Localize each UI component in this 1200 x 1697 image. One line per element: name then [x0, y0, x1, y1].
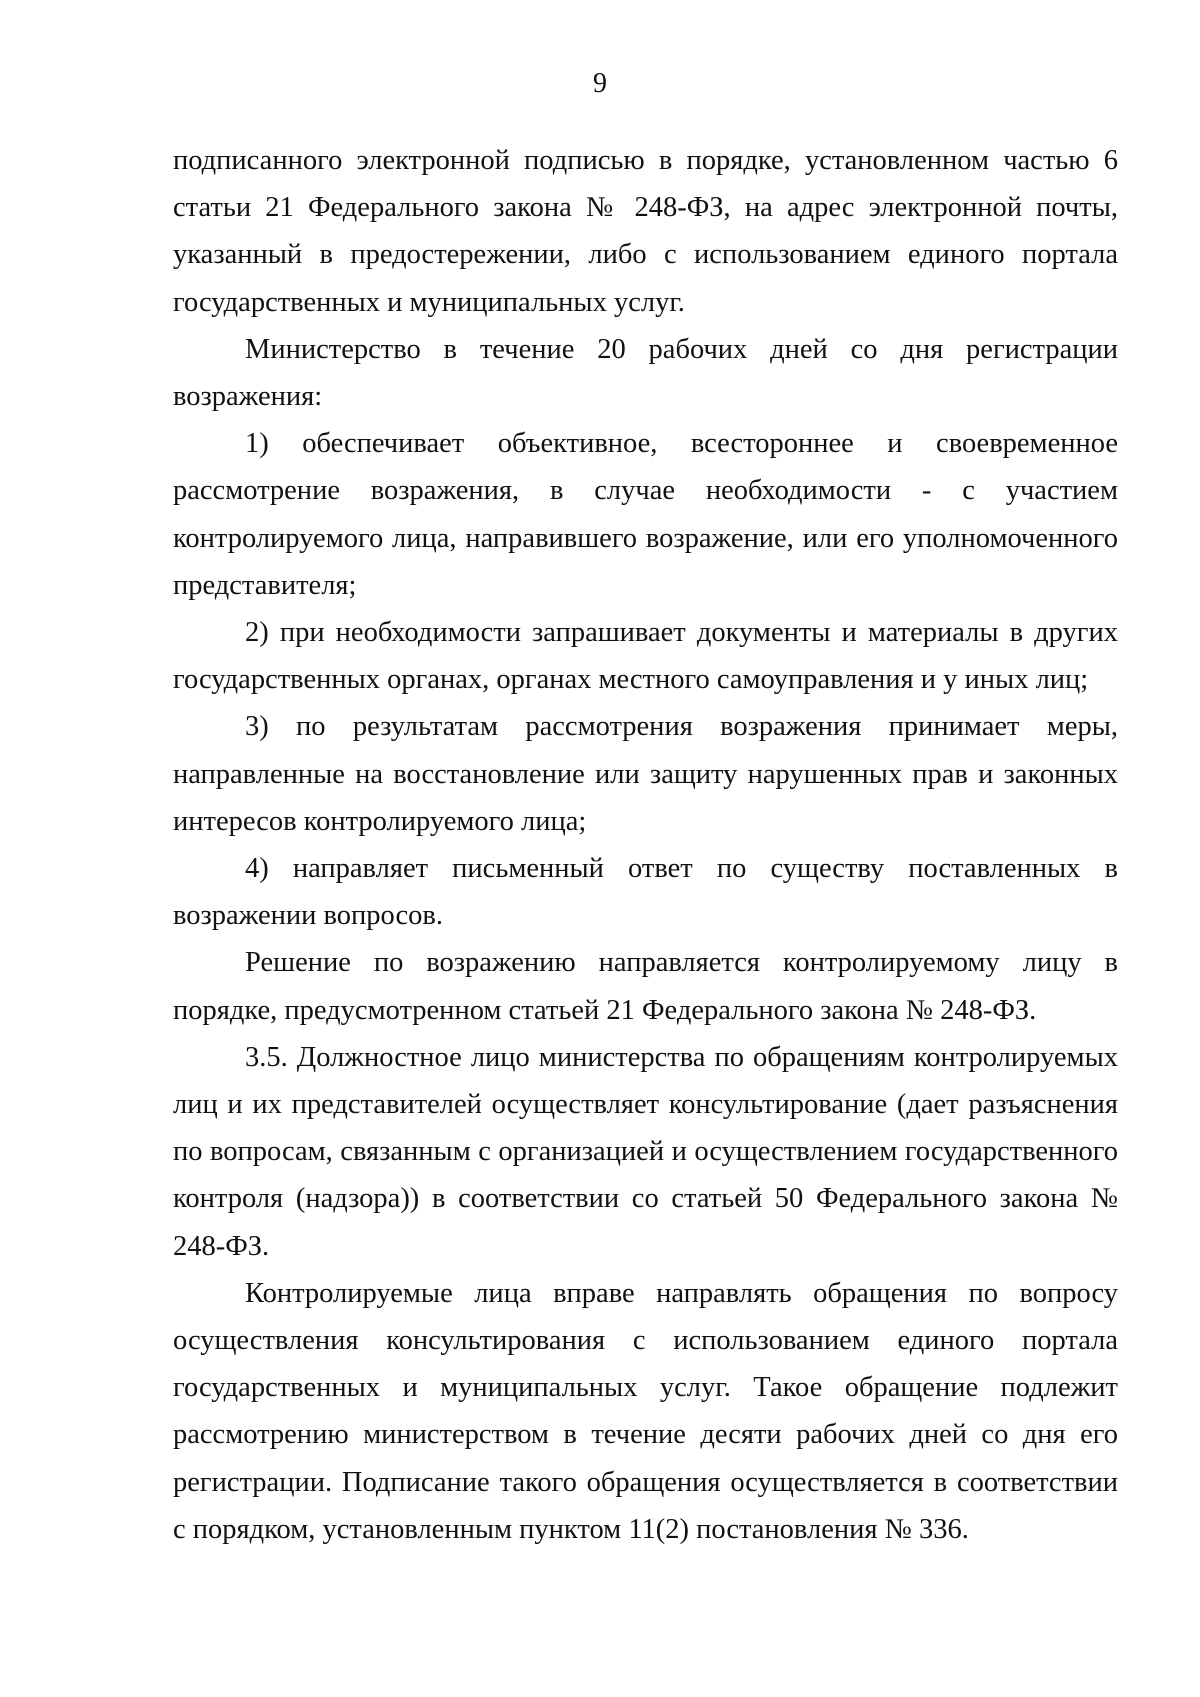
paragraph-5: 3) по результатам рассмотрения возражения принимает меры, направленные на восстановление или защиту нарушенных прав и законных интересов контролируемого лица; [173, 711, 1118, 837]
page-number: 9 [593, 68, 607, 99]
paragraph-4: 2) при необходимости запрашивает документы и материалы в других государственных органах, органах местного самоуправления и у иных лиц; [173, 617, 1118, 696]
document-body [173, 137, 1118, 1553]
paragraph-3: 1) обеспечивает объективное, всестороннее и своевременное рассмотрение возражения, в случае необходимости - с участием контролируемого лица, направившего возражение, или его уполномоченного представителя; [173, 428, 1118, 601]
paragraph-2: Министерство в течение 20 рабочих дней со дня регистрации возражения: [173, 333, 1118, 413]
paragraph-9: Контролируемые лица вправе направлять обращения по вопросу осуществления консультирования с использованием единого портала государственных и муниципальных услуг. Такое обращение подлежит рассмотрению министерством в течение десяти рабочих дней со дня его регистрации. Подписание такого обращения осуществляется в соответствии с порядком, установленным пунктом 11(2) постановления № 336. [173, 1277, 1118, 1545]
paragraph-8: 3.5. Должностное лицо министерства по обращениям контролируемых лиц и их представителей осуществляет консультирование (дает разъяснения по вопросам, связанным с организацией и осуществлением государственного контроля (надзора)) в соответствии со статьей 50 Федерального закона № 248-ФЗ. [173, 1041, 1118, 1262]
paragraph-6: 4) направляет письменный ответ по существу поставленных в возражении вопросов. [173, 853, 1118, 932]
paragraph-7: Решение по возражению направляется контролируемому лицу в порядке, предусмотренном статьей 21 Федерального закона № 248-ФЗ. [173, 947, 1118, 1026]
paragraph-1: подписанного электронной подписью в порядке, установленном частью 6 статьи 21 Федерального закона № 248-ФЗ, на адрес электронной почты, указанный в предостережении, либо с использованием единого портала государственных и муниципальных услуг. [173, 145, 1118, 318]
